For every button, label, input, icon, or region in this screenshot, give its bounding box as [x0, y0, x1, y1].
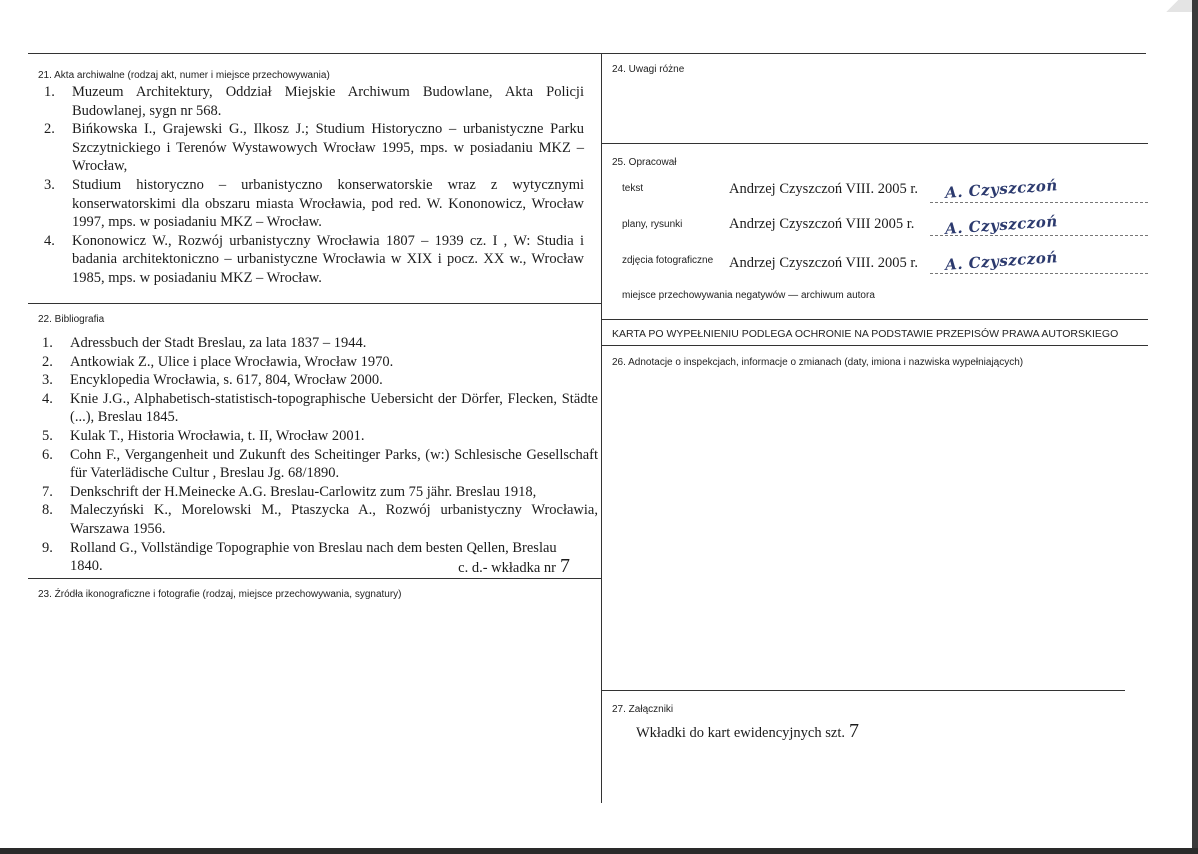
rule-21-22: [28, 303, 601, 304]
section-23-label: 23. Źródła ikonograficzne i fotografie (rodzaj, miejsce przechowywania, sygnatury): [38, 589, 402, 600]
dash-line: [930, 273, 1148, 274]
list-item: 2. Bińkowska I., Grajewski G., Ilkosz J.; Studium Historyczno – urbanistyczne Parku Szczytnickiego i Terenów Wystawowych Wrocław 1995, mps. w posiadaniu MKZ – Wrocław,: [44, 121, 584, 175]
scan-edge-bottom: [0, 848, 1198, 854]
signature-zdjecia: A. Czyszczoń: [944, 248, 1059, 274]
list-item: 3. Studium historyczno – urbanistyczno konserwatorskie wraz z wytycznymi konserwatorskimi dla obszaru miasta Wrocławia, pod red. W. Kononowicz, Wrocław 1997, mps. w posiadaniu MKZ – Wrocław.: [44, 176, 584, 231]
row-value-plany: Andrzej Czyszczoń VIII 2005 r.: [729, 216, 915, 232]
rule-notice-26: [601, 345, 1148, 346]
attachments-text: Wkładki do kart ewidencyjnych szt. 7: [636, 720, 859, 742]
list-item: 8. Maleczyński K., Morelowski M., Ptaszycka A., Rozwój urbanistyczny Wrocławia, Warszawa 1956.: [42, 502, 598, 537]
top-rule: [28, 53, 1146, 54]
signature-plany: A. Czyszczoń: [944, 212, 1059, 238]
list-item: 7. Denkschrift der H.Meinecke A.G. Breslau-Carlowitz zum 75 jähr. Breslau 1918,: [42, 483, 537, 500]
signature-tekst: A. Czyszczoń: [944, 176, 1059, 202]
list-item: 2. Antkowiak Z., Ulice i place Wrocławia, Wrocław 1970.: [42, 353, 394, 370]
rule-26-27: [601, 690, 1125, 691]
section-25-label: 25. Opracował: [612, 157, 677, 168]
scan-edge-right: [1192, 0, 1198, 854]
dash-line: [930, 202, 1148, 203]
section-24-label: 24. Uwagi różne: [612, 64, 685, 75]
list-item: 5. Kulak T., Historia Wrocławia, t. II, Wrocław 2001.: [42, 427, 365, 444]
list-item: 6. Cohn F., Vergangenheit und Zukunft des Scheitinger Parks, (w:) Schlesische Gesellschaft für Vaterlädische Cultur , Breslau Jg. 68/1890.: [42, 446, 598, 482]
row-label-plany: plany, rysunki: [622, 219, 683, 230]
rule-24-25: [601, 143, 1148, 144]
row-label-zdjecia: zdjęcia fotograficzne: [622, 255, 714, 266]
rule-25-notice: [601, 319, 1148, 320]
section-22-list: [36, 334, 598, 578]
section-21-label: 21. Akta archiwalne (rodzaj akt, numer i miejsce przechowywania): [38, 70, 330, 81]
section-22-label: 22. Bibliografia: [38, 314, 105, 325]
negatives-note: miejsce przechowywania negatywów — archiwum autora: [622, 290, 875, 301]
continued-note: c. d.- wkładka nr 7: [458, 555, 570, 578]
row-value-tekst: Andrzej Czyszczoń VIII. 2005 r.: [729, 181, 918, 197]
list-item: 4. Knie J.G., Alphabetisch-statistisch-topographische Uebersicht der Dörfer, Flecken, Städte (...), Breslau 1845.: [42, 390, 598, 426]
section-26-label: 26. Adnotacje o inspekcjach, informacje o zmianach (daty, imiona i nazwiska wypełniających): [612, 357, 1024, 368]
rule-22-23: [28, 578, 601, 579]
list-item: 4. Kononowicz W., Rozwój urbanistyczny Wrocławia 1807 – 1939 cz. I , W: Studia i badania architektoniczno – urbanistyczne Wrocławia w XIX i pocz. XX w., Wrocław 1985, mps. w posiadaniu MKZ – Wrocław.: [44, 232, 584, 286]
list-item: 1. Adressbuch der Stadt Breslau, za lata 1837 – 1944.: [42, 335, 367, 351]
row-value-zdjecia: Andrzej Czyszczoń VIII. 2005 r.: [729, 255, 918, 271]
copyright-notice: KARTA PO WYPEŁNIENIU PODLEGA OCHRONIE NA PODSTAWIE PRZEPISÓW PRAWA AUTORSKIEGO: [612, 328, 1119, 340]
scan-fold-corner: [1152, 0, 1192, 12]
section-27-label: 27. Załączniki: [612, 704, 674, 715]
year-1840: 1840.: [70, 558, 103, 575]
section-21-list: [38, 83, 584, 288]
row-label-tekst: tekst: [622, 183, 644, 194]
dash-line: [930, 235, 1148, 236]
list-item: 9. Rolland G., Vollständige Topographie von Breslau nach dem besten Qellen, Breslau 1840. c. d.- wkładka nr 7: [42, 539, 570, 578]
list-item: 3. Encyklopedia Wrocławia, s. 617, 804, Wrocław 2000.: [42, 372, 383, 389]
list-item: 1. Muzeum Architektury, Oddział Miejskie Archiwum Budowlane, Akta Policji Budowlanej, sygn nr 568.: [44, 84, 584, 119]
